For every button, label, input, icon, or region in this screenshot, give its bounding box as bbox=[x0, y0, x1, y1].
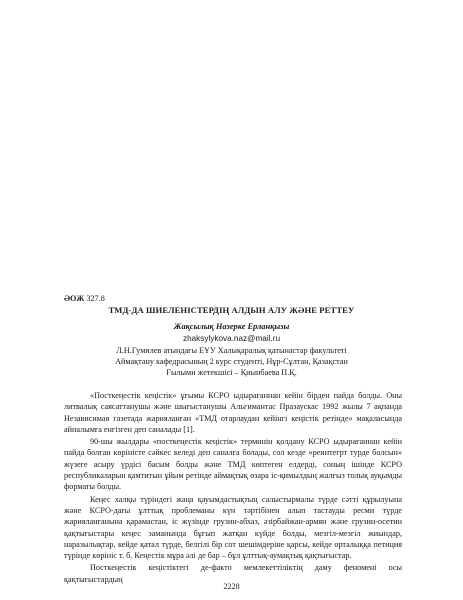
udc-label: ӘОЖ bbox=[64, 294, 85, 303]
page-number: 2228 bbox=[223, 582, 240, 591]
article-title: ТМД-ДА ШИЕЛЕНІСТЕРДІҢ АЛДЫН АЛУ ЖӘНЕ РЕТТЕУ bbox=[108, 305, 355, 315]
paragraph-4: Посткеңестік кеңістіктегі де-факто мемлекеттіліктің даму феномені осы қақтығыстардың bbox=[64, 563, 402, 584]
paragraph-1: «Посткеңестік кеңістік» ұғымы КСРО ыдырағаннан кейін бірден пайда болды. Оны литвалық саясаттанушы және шығыстанушы Альгимантас Празаускас 1992 жылы 7 ақпанда Независимая газетада жарияланған «ТМД отарлаудан кейінгі кеңістік ретінде» мақаласында айналымға енгізген деп саналады [1]. bbox=[64, 391, 402, 434]
affiliation-line-2: Аймақтану кафедрасының 2 курс студенті, Нұр-Сұлтан, Қазақстан bbox=[115, 357, 348, 366]
paragraph-2: 90-шы жылдары «посткеңестік кеңістік» терминін қолдану КСРО ыдырағаннан кейін пайда болған көріністе сәйкес келеді деп саналға болады, сол кезде «реинтегрт турде болсын» жүзеге асыру үрдісі басым болды және ТМД көптеген елдерді, соның ішінде КСРО республикаларын қамтитын ұйым ретінде аймақтық өзара іс-қимылдың жалғыз толық ауқымды форматы болды. bbox=[64, 437, 402, 492]
affiliation-line-1: Л.Н.Гумилев атындағы ЕҰУ Халықаралық қатынастар факультеті bbox=[116, 346, 347, 355]
author-email: zhaksylykova.naz@mail.ru bbox=[182, 334, 281, 343]
affiliation-line-3: Ғылыми жетекшісі – Қиынбаева П.Қ. bbox=[166, 368, 297, 377]
udc-code bbox=[64, 294, 105, 303]
article-body bbox=[64, 390, 402, 586]
author-name: Жақсылық Назерке Ерланқызы bbox=[173, 322, 290, 331]
udc-number: 327.8 bbox=[86, 294, 105, 303]
paragraph-3: Кеңес халқы түріндегі жаңа қауымдастықтың салыстырмалы түрде сәтті құрылуына және КСРО-дағы ұлттық проблеманы күн тәртібінен алып тастауды ресми түрде жарияланғанына қарамастан, іс жүзінде грузин-абхаз, әзірбайжан-армян және грузин-осетин қақтығыстары кеңес заманында бұғып жатқан күйде болды, мезгіл-мезгіл жиындар, наразылықтар, кейде қатал түрде, белгілі бір сот шешімдеріне қарсы, кейде орталыққа петиция түрінде көрініс т. б. Кеңестік мұра әлі де бар – бұл ұлттық-аумақтық қақтығыстар. bbox=[64, 494, 402, 561]
